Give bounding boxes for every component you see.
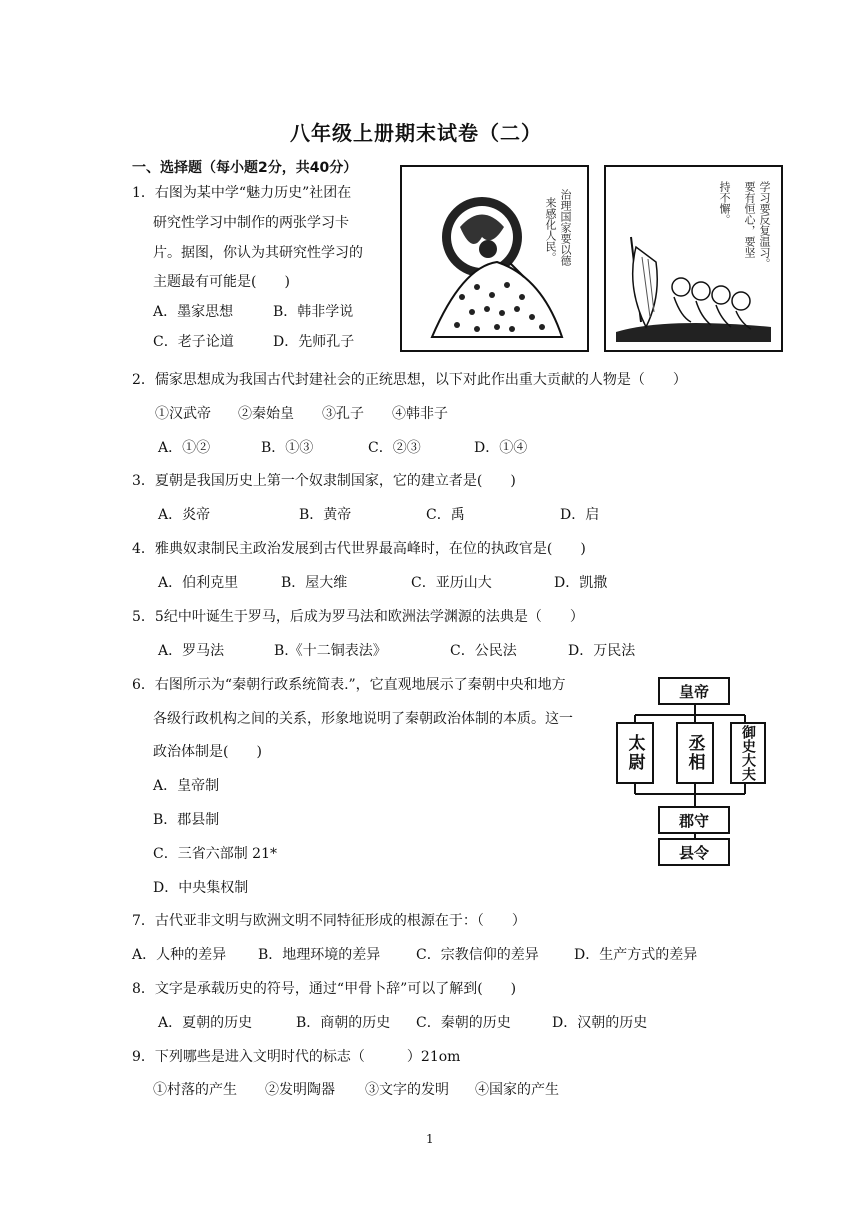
q6-line-2: 各级行政机构之间的关系，形象地说明了秦朝政治体制的本质。这一	[153, 711, 573, 727]
q8-option-c: C．秦朝的历史	[416, 1015, 511, 1031]
q7-option-d: D．生产方式的差异	[574, 947, 698, 963]
q4-option-d: D．凯撒	[554, 575, 608, 591]
q3-option-c: C．禹	[426, 507, 465, 523]
q3-option-a: A．炎帝	[158, 507, 211, 523]
q2-item-2: ②秦始皇	[238, 406, 294, 422]
q2-stem: 2．儒家思想成为我国古代封建社会的正统思想，以下对此作出重大贡献的人物是（ ）	[132, 372, 687, 388]
q6-option-c: C．三省六部制 21*	[153, 846, 277, 862]
q1-option-b: B．韩非学说	[273, 304, 354, 320]
q8-stem: 8．文字是承载历史的符号，通过“甲骨卜辞”可以了解到( )	[132, 981, 517, 997]
diagram-junshou: 郡守	[658, 806, 730, 834]
q3-option-b: B．黄帝	[299, 507, 352, 523]
q2-option-d: D．①④	[474, 440, 528, 456]
q8-option-b: B．商朝的历史	[296, 1015, 391, 1031]
q1-line-1: 1．右图为某中学“魅力历史”社团在	[132, 185, 352, 201]
diagram-taiwei: 太尉	[616, 722, 654, 784]
q9-item-1: ①村落的产生	[153, 1082, 237, 1098]
q7-stem: 7．古代亚非文明与欧洲文明不同特征形成的根源在于：（ ）	[132, 913, 526, 929]
q3-stem: 3．夏朝是我国历史上第一个奴隶制国家，它的建立者是( )	[132, 473, 516, 489]
q1-line-4: 主题最有可能是( )	[153, 274, 290, 290]
q5-option-b: B.《十二铜表法》	[274, 643, 387, 659]
diagram-chengxiang: 丞相	[676, 722, 714, 784]
q3-option-d: D．启	[560, 507, 600, 523]
q1-option-d: D．先师孔子	[273, 334, 355, 350]
q7-option-a: A．人种的差异	[132, 947, 227, 963]
q8-option-a: A．夏朝的历史	[158, 1015, 253, 1031]
q1-line-2: 研究性学习中制作的两张学习卡	[153, 215, 349, 231]
q4-option-b: B．屋大维	[281, 575, 348, 591]
card-right-text-c: 持不懈。	[718, 181, 731, 225]
q8-option-d: D．汉朝的历史	[552, 1015, 648, 1031]
q4-option-c: C．亚历山大	[411, 575, 492, 591]
study-card-right	[604, 165, 783, 352]
q7-option-c: C．宗教信仰的差异	[416, 947, 539, 963]
q2-option-c: C．②③	[368, 440, 421, 456]
q1-line-3: 片。据图，你认为其研究性学习的	[153, 245, 363, 261]
card-left-text-b: 来感化人民。	[544, 197, 557, 263]
q1-option-a: A．墨家思想	[153, 304, 234, 320]
q2-item-1: ①汉武帝	[155, 406, 211, 422]
card-right-text-b: 要有恒心，要坚	[743, 181, 756, 258]
q6-line-3: 政治体制是( )	[153, 744, 262, 760]
q7-option-b: B．地理环境的差异	[258, 947, 381, 963]
q2-option-a: A．①②	[158, 440, 211, 456]
card-right-text-a: 学习要反复温习。	[758, 181, 771, 269]
q2-option-b: B．①③	[261, 440, 314, 456]
q6-option-d: D．中央集权制	[153, 880, 249, 896]
page-title: 八年级上册期末试卷（二）	[290, 121, 542, 145]
section-heading: 一、选择题（每小题2分，共40分）	[132, 160, 358, 176]
q9-item-3: ③文字的发明	[365, 1082, 449, 1098]
q5-option-c: C．公民法	[450, 643, 517, 659]
q2-item-3: ③孔子	[322, 406, 364, 422]
diagram-yushi: 御史大夫	[730, 722, 766, 784]
q6-line-1: 6．右图所示为“秦朝行政系统简表.”，它直观地展示了秦朝中央和地方	[132, 677, 566, 693]
diagram-emperor: 皇帝	[658, 677, 730, 705]
study-card-left	[400, 165, 589, 352]
q9-item-4: ④国家的产生	[475, 1082, 559, 1098]
q6-option-a: A．皇帝制	[153, 778, 220, 794]
q5-option-a: A．罗马法	[158, 643, 225, 659]
q2-item-4: ④韩非子	[392, 406, 448, 422]
diagram-xianling: 县令	[658, 838, 730, 866]
q9-stem: 9．下列哪些是进入文明时代的标志（ ）21om	[132, 1049, 461, 1065]
q4-option-a: A．伯利克里	[158, 575, 239, 591]
q5-option-d: D．万民法	[568, 643, 636, 659]
q4-stem: 4．雅典奴隶制民主政治发展到古代世界最高峰时，在位的执政官是( )	[132, 541, 586, 557]
q1-option-c: C．老子论道	[153, 334, 234, 350]
q9-item-2: ②发明陶器	[265, 1082, 335, 1098]
page-number: 1	[426, 1132, 434, 1146]
q6-option-b: B．郡县制	[153, 812, 220, 828]
card-left-text-a: 治理国家要以德	[559, 189, 572, 266]
q5-stem: 5．5纪中叶诞生于罗马，后成为罗马法和欧洲法学渊源的法典是（ ）	[132, 609, 584, 625]
